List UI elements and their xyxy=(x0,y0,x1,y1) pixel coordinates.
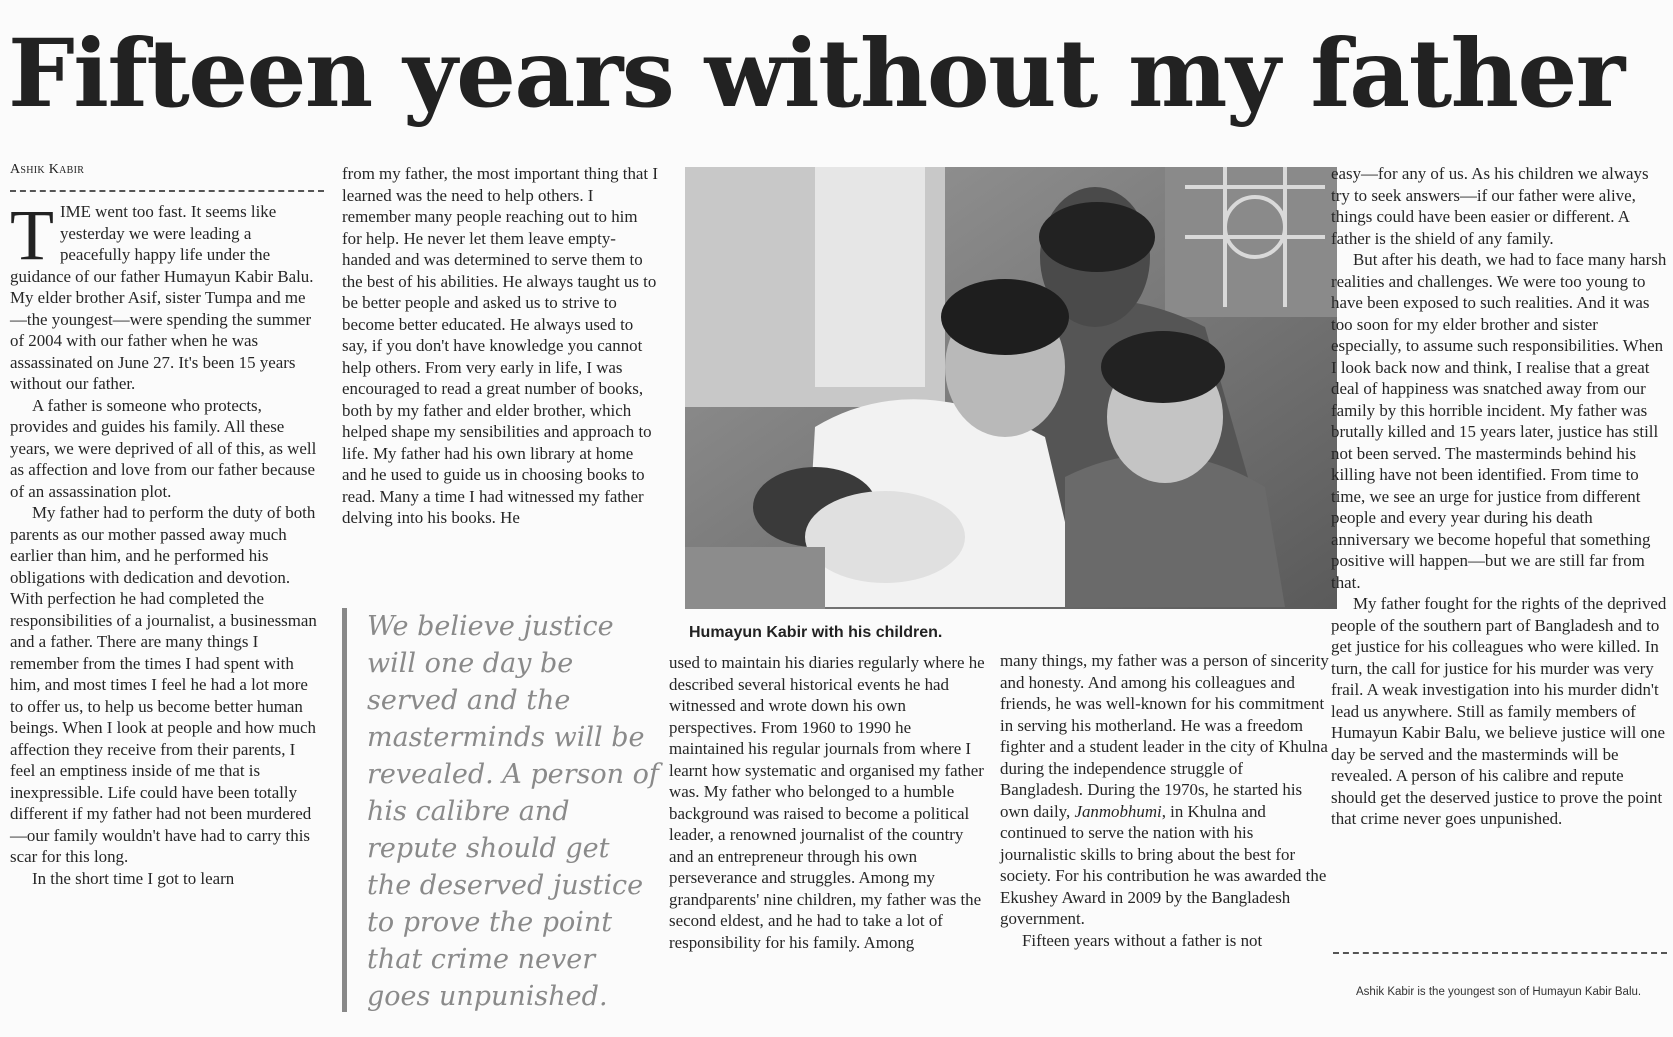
paragraph: Fifteen years without a father is not xyxy=(1022,930,1263,950)
article-column-4 xyxy=(1000,650,1330,951)
paragraph: My father fought for the rights of the deprived people of the southern part of Bangladesh and to get justice for his colleagues who were killed. In turn, the call for justice for his murder was very frail. A weak investigation into his murder didn't lead us anywhere. Still as family members of Humayun Kabir Balu, we believe justice will one day be served and the masterminds will be revealed. A person of his calibre and repute should get the deserved justice to prove the point that crime never goes unpunished. xyxy=(1331,594,1667,828)
author-note: Ashik Kabir is the youngest son of Humayun Kabir Balu. xyxy=(1356,986,1642,998)
byline: Ashik Kabir xyxy=(10,162,85,177)
article-column-1 xyxy=(10,195,322,889)
pull-quote: We believe justice will one day be served and the masterminds will be revealed. A person of his calibre and repute should get the deserved justice to prove the point that crime never goes unpunished. xyxy=(342,608,662,1012)
paragraph: many things, my father was a person of sincerity and honesty. And among his colleagues and friends, he was well-known for his commitment in serving his motherland. He was a freedom fighter and a student leader in the city of Khulna during the independence struggle of Bangladesh. During the 1970s, he started his own daily, Janmobhumi, in Khulna and continued to serve the nation with his journalistic skills to bring about the best for society. For his contribution he was awarded the Ekushey Award in 2009 by the Bangladesh government. xyxy=(1000,651,1329,928)
endnote-divider xyxy=(1333,952,1667,954)
paragraph: A father is someone who protects, provides and guides his family. All these years, we were deprived of all of this, as well as affection and love from our father because of an assassination plot. xyxy=(10,395,317,501)
paragraph: TIME went too fast. It seems like yesterday we were leading a peacefully happy life under the guidance of our father Humayun Kabir Balu. My elder brother Asif, sister Tumpa and me—the youngest—were spending the summer of 2004 with our father when he was assassinated on June 27. It's been 15 years without our father. xyxy=(10,195,314,393)
headline: Fifteen years without my father xyxy=(8,19,1624,129)
paragraph: used to maintain his diaries regularly where he described several historical events he had witnessed and wrote down his own perspectives. From 1960 to 1990 he maintained his regular journals from where I learnt how systematic and organised my father was. My father who belonged to a humble background was raised to become a political leader, a renowned journalist of the country and an entrepreneur through his own perseverance and struggles. Among my grandparents' nine children, my father was the second eldest, and he had to take a lot of responsibility for his family. Among xyxy=(669,653,985,952)
article-column-2 xyxy=(342,163,658,529)
byline-divider xyxy=(10,190,324,192)
photo-caption: Humayun Kabir with his children. xyxy=(689,624,943,641)
photo-humayun-kabir-with-children xyxy=(685,167,1337,609)
paragraph: from my father, the most important thing that I learned was the need to help others. I remember many people reaching out to him for help. He never let them leave empty-handed and was determined to serve them to the best of his abilities. He always taught us to be better people and asked us to strive to become better educated. He always used to say, if you don't have knowledge you cannot help others. From very early in life, I was encouraged to read a great number of books, both by my father and elder brother, which helped shape my sensibilities and approach to life. My father had his own library at home and he used to guide us in choosing books to read. Many a time I had witnessed my father delving into his books. He xyxy=(342,164,658,527)
article-column-3 xyxy=(669,652,987,953)
paragraph: In the short time I got to learn xyxy=(32,868,235,888)
paragraph: easy—for any of us. As his children we always try to seek answers—if our father were alive, things could have been easier or different. A father is the shield of any family. xyxy=(1331,164,1649,248)
photo-image xyxy=(685,167,1337,609)
article-column-5 xyxy=(1331,163,1671,830)
paragraph: But after his death, we had to face many harsh realities and challenges. We were too young to have been exposed to such realities. And it was too soon for my elder brother and sister especially, to assume such responsibilities. When I look back now and think, I realise that a great deal of happiness was snatched away from our family by this horrible incident. My father was brutally killed and 15 years later, justice has still not been served. The masterminds behind his killing have not been identified. From time to time, we see an urge for justice from different people and every year during his death anniversary we become hopeful that something positive will happen—but we are still far from that. xyxy=(1331,250,1667,592)
drop-cap: T xyxy=(10,195,54,275)
newspaper-name: Janmobhumi xyxy=(1074,801,1162,821)
paragraph: My father had to perform the duty of both parents as our mother passed away much earlier than him, and he performed his obligations with dedication and devotion. With perfection he had completed the responsibilities of a journalist, a businessman and a father. There are many things I remember from the times I had spent with him, and most times I feel he had a lot more to offer us, to help us become better human beings. When I look at people and how much affection they receive from their parents, I feel an emptiness inside of me that is inexpressible. Life could have been totally different if my father had not been murdered—our family wouldn't have had to carry this scar for this long. xyxy=(10,503,317,866)
